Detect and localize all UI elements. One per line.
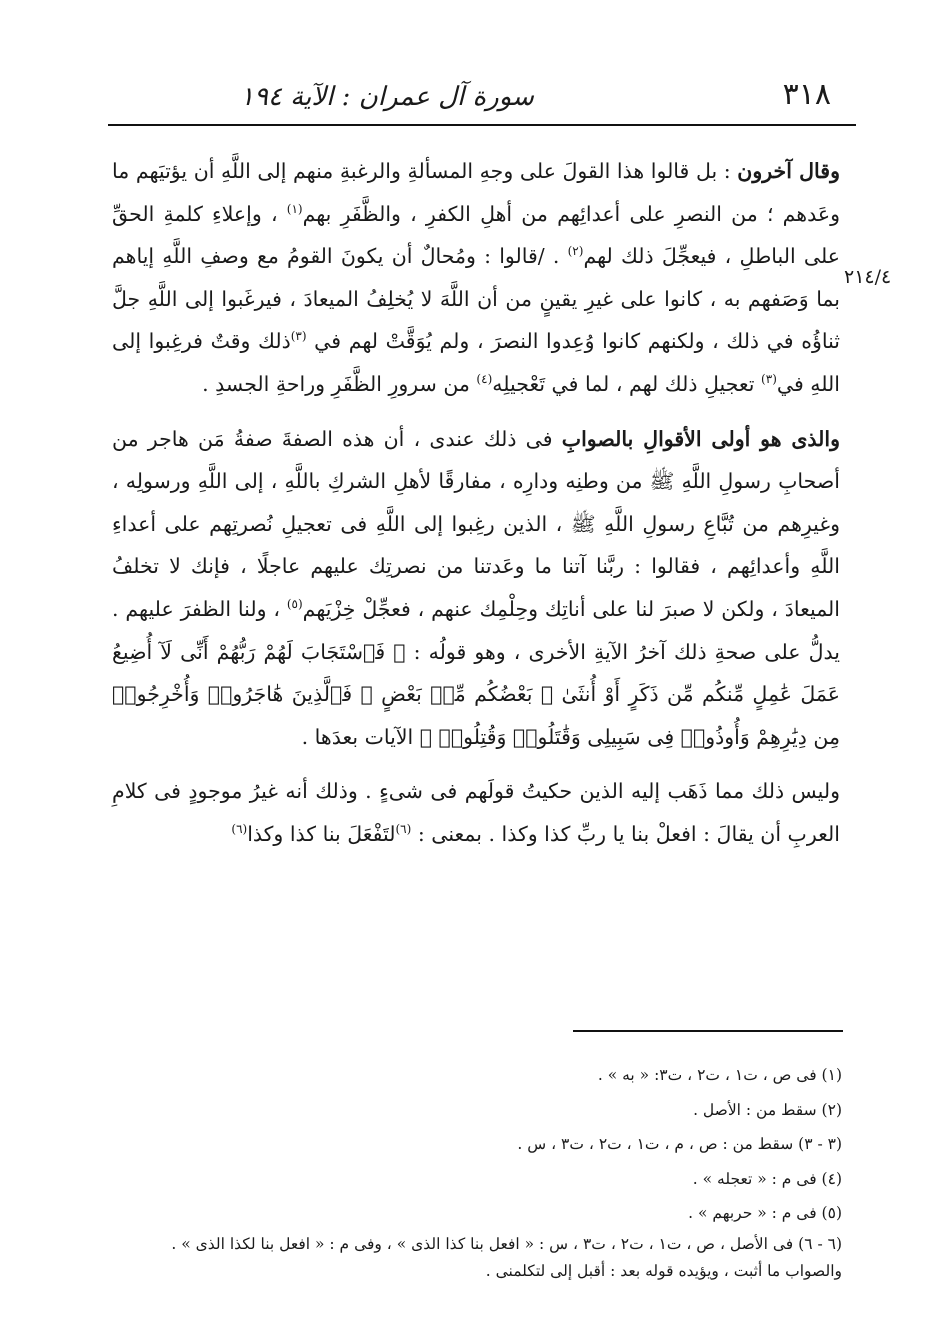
note-ref-2: (٢) [567,244,584,259]
quran-quote: فَٱسْتَجَابَ لَهُمْ رَبُّهُمْ أَنِّى لَآ أُضِيعُ عَمَلَ عَٰمِلٍ مِّنكُم مِّن ذَكَرٍ أَوْ أُنثَىٰ ۖ بَعْضُكُم مِّنۢ بَعْضٍ ۖ فَٱلَّذِينَ هَٰاجَرُوا۟ وَأُخْرِجُوا۟ مِن دِيَٰرِهِمْ وَأُوذُوا۟ فِى سَبِيلِى وَقَٰتَلُوا۟ وَقُتِلُوا۟ [112,639,840,749]
page-number: ٣١٨ [782,77,831,112]
footnote-4: (٤) فى م : « تعجله » . [692,1169,842,1188]
note-ref-4: (٤) [476,372,493,387]
paragraph-2-text-a: فى ذلك عندى ، أن هذه الصفةَ صفةُ مَن هاجر من أصحابِ رسولِ اللَّهِ ﷺ من وطنِه ودارِه ، مفارقًا لأهلِ الشركِ باللَّهِ ، إلى اللَّهِ ورسولِه ، وغيرِهم من تُبَّاعِ رسولِ اللَّهِ ﷺ ، الذين رغِبوا إلى اللَّهِ فى تعجيلِ نُصرتِهم على أعداءِ اللَّهِ وأعدائِهم ، فقالوا : ربَّنا آتنا ما وعَدتنا من نصرتِك عليهم عاجلًا ، فإنك لا تخلفُ الميعادَ ، ولكن لا صبرَ لنا على أناتِك وحِلْمِك عنهم ، فعجِّلْ خِزْيَهم [112,426,840,621]
paragraph-1-text-a: : بل قالوا هذا القولَ على وجهِ المسألةِ والرغبةِ منهم إلى اللَّهِ أن يؤتيَهم ما وعَدهم ؛ من النصرِ على أعدائِهم من أهلِ الكفرِ ، والظَّفَرِ بهم [112,159,840,226]
footnote-1: (١) فى ص ، ت١ ، ت٢ ، ت٣: « به » . [597,1066,842,1084]
paragraph-3 [112,770,840,855]
footnote-2: (٢) سقط من : الأصل . [693,1100,842,1119]
paragraph-1-text-e: تعجيلِ ذلك لهم ، لما في تَعْجيلِه [492,371,762,396]
note-ref-5: (٥) [286,597,303,612]
note-ref-6-open: (٦) [395,822,412,837]
paragraph-1-text-d: ذلك وقتٌ فرغِبوا إلى اللهِ في [112,329,840,396]
footnote-6-continuation: والصواب ما أثبت ، ويؤيده قوله بعد : أقبل إلى لتكلمنى . [485,1261,842,1280]
paragraph-3-text-b: لتَفْعَلَ بنا كذا وكذا [247,821,396,846]
footnote-rule [573,1030,843,1032]
note-ref-3-close: (٣) [761,372,777,387]
note-ref-6-close: (٦) [231,822,248,837]
paragraph-1-lead: وقال آخرون [737,159,840,183]
paragraph-2-text-c: ﴾ الآيات بعدَها . [301,724,439,749]
footnotes [120,1058,842,1285]
surah-verse-title: سورة آل عمران : الآية ١٩٤ [240,82,534,112]
footnote-3: (٣ - ٣) سقط من : ص ، م ، ت١ ، ت٢ ، ت٣ ، س . [517,1135,842,1153]
footnote-6: (٦ - ٦) فى الأصل ، ص ، ت١ ، ت٢ ، ت٣ ، س : « افعل بنا كذا الذى » ، وفى م : « افعل بنا لكذا الذى » . [171,1234,842,1253]
paragraph-1-text-c: . /قالوا : ومُحالٌ أن يكونَ القومُ مع وصفِ اللَّهِ إياهم بما وَصَفهم به ، كانوا على غيرِ يقينٍ من أن اللَّهَ لا يُخلِفُ الميعادَ ، فيرغَبوا إلى اللَّهِ جلَّ ثناؤُه في ذلك ، ولكنهم كانوا وُعِدوا النصرَ ، ولم يُوَقَّتْ لهم في [112,244,840,354]
header-rule [108,124,856,126]
main-text [112,150,840,856]
paragraph-1 [112,150,840,406]
running-header [110,60,845,110]
margin-reference: ٢١٤/٤ [844,266,892,288]
paragraph-3-text-a: وليس ذلك مما ذَهَب إليه الذين حكيتُ قولَهم فى شىءٍ . وذلك أنه غيرُ موجودٍ فى كلامِ العربِ أن يقالَ : افعلْ بنا يا ربِّ كذا وكذا . بمعنى : [112,779,840,846]
paragraph-2 [112,418,840,759]
paragraph-1-text-b: ، وإعلاءِ كلمةِ الحقِّ على الباطلِ ، فيعجِّلَ ذلك لهم [112,201,840,269]
paragraph-2-text-b: ، ولنا الظفرَ عليهم . يدلُّ على صحةِ ذلك آخرُ الآيةِ الأخرى ، وهو قولُه : ﴿ [112,596,840,664]
note-ref-3-open: (٣) [290,329,307,344]
footnote-5: (٥) فى م : « حربهم » . [688,1204,842,1222]
paragraph-2-lead: والذى هو أولى الأقوالِ بالصوابِ [561,426,840,451]
paragraph-1-text-f: من سرورِ الظَّفَرِ وراحةِ الجسدِ . [202,371,477,396]
note-ref-1: (١) [286,201,303,216]
